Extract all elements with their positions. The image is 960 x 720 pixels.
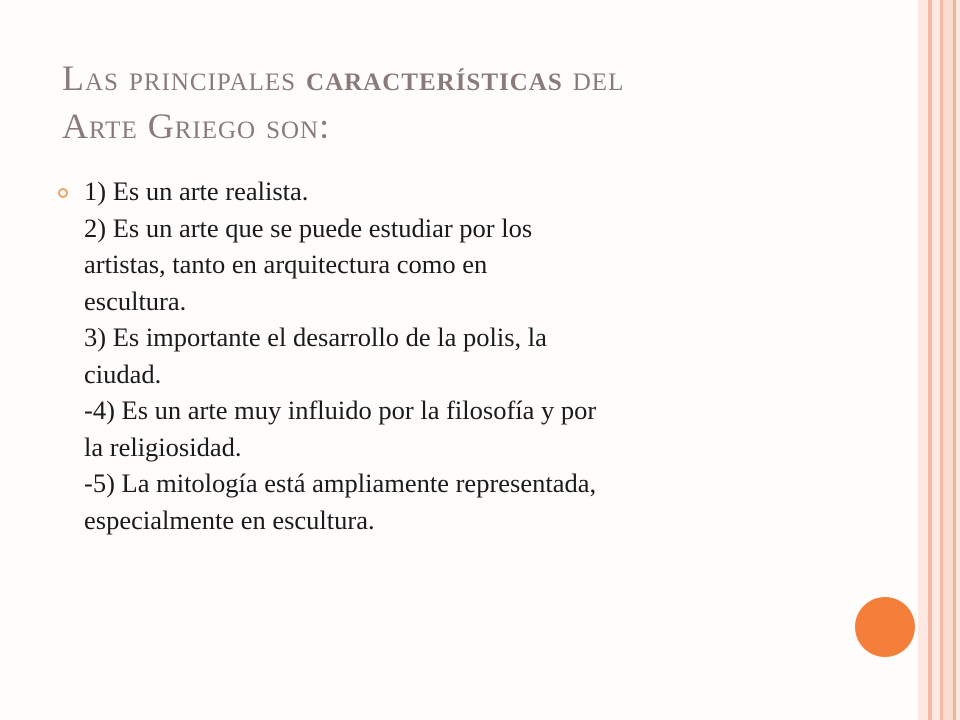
body-line: artistas, tanto en arquitectura como en [84,249,488,279]
slide-title [62,54,862,150]
body-line: -5) La mitología está ampliamente representada, [84,468,597,498]
body-line: escultura. [84,285,187,316]
body-line: 3) Es importante el desarrollo de la polis, la [84,322,547,352]
title-part-bold: características [306,58,563,98]
body-line: 1) Es un arte realista. [84,176,309,206]
frame-stripe [932,0,940,720]
body-line: la religiosidad. [84,431,242,462]
body-line: especialmente en escultura. [84,504,375,535]
title-line-2: Arte Griego son: [62,106,331,146]
frame-stripe [956,0,960,720]
title-part: Las principales [62,58,307,98]
bullet-circle-icon [58,188,68,198]
title-line-1 [62,54,862,102]
body-line: -4) Es un arte muy influido por la filosofía y por [84,395,597,425]
frame-stripe [943,0,953,720]
body-line: 2) Es un arte que se puede estudiar por los [84,212,533,243]
frame-stripe [918,0,928,720]
body-line: ciudad. [84,358,162,389]
decorative-circle-icon [855,597,915,657]
bullet-content [84,173,829,538]
title-part: del [562,58,625,98]
